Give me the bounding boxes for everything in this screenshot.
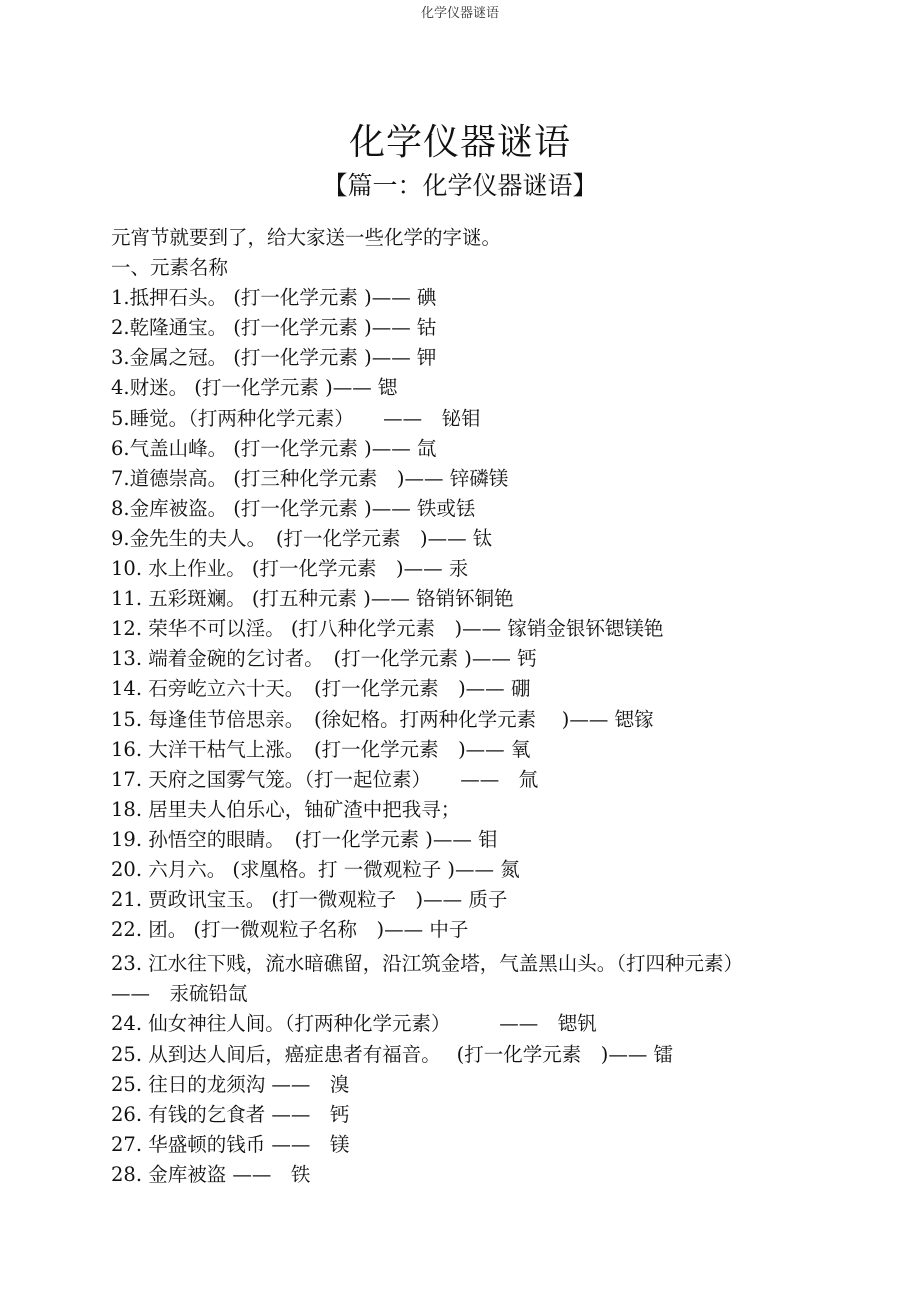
intro-paragraph: 元宵节就要到了，给大家送一些化学的字谜。	[111, 226, 502, 249]
riddle-item: 9.金先生的夫人。 (打一化学元素 )—— 钛	[111, 526, 493, 550]
riddle-item: 20. 六月六。 (求凰格。打 一微观粒子 )—— 氮	[111, 857, 520, 881]
riddle-item: 25. 往日的龙须沟 —— 溴	[111, 1072, 350, 1096]
riddle-item: 25. 从到达人间后，癌症患者有福音。 (打一化学元素 )—— 镭	[111, 1042, 674, 1066]
riddle-item: 11. 五彩斑斓。 (打五种元素 )—— 铬销钚铜铯	[111, 587, 514, 611]
riddle-item: 6.气盖山峰。 (打一化学元素 )—— 氙	[111, 436, 437, 460]
riddle-item: 19. 孙悟空的眼睛。 (打一化学元素 )—— 钼	[111, 827, 498, 851]
document-title: 化学仪器谜语	[348, 122, 571, 163]
riddle-item: 15. 每逢佳节倍思亲。 (徐妃格。打两种化学元素 )—— 锶镓	[111, 707, 654, 731]
riddle-item: 23. 江水往下贱，流水暗礁留，沿江筑金塔，气盖黑山头。（打四种元素） —— 汞硫铅氙	[111, 952, 753, 1006]
riddle-item: 5.睡觉。（打两种化学元素） —— 铋钼	[111, 406, 481, 430]
section-heading: 一、元素名称	[111, 256, 229, 280]
riddle-item: 14. 石旁屹立六十天。 (打一化学元素 )—— 硼	[111, 677, 531, 701]
riddle-item: 4.财迷。 (打一化学元素 )—— 锶	[111, 376, 398, 400]
riddle-item: 26. 有钱的乞食者 —— 钙	[111, 1102, 350, 1126]
running-header: 化学仪器谜语	[420, 6, 499, 21]
riddle-item: 1.抵押石头。 (打一化学元素 )—— 碘	[111, 286, 437, 310]
riddle-item: 21. 贾政讯宝玉。 (打一微观粒子 )—— 质子	[111, 888, 508, 912]
riddle-item: 8.金库被盗。 (打一化学元素 )—— 铁或铥	[111, 496, 476, 520]
riddle-item: 18. 居里夫人伯乐心，铀矿渣中把我寻；	[111, 797, 461, 821]
riddle-item: 22. 团。 (打一微观粒子名称 )—— 中子	[111, 918, 469, 942]
riddle-item: 24. 仙女神往人间。（打两种化学元素） —— 锶钒	[111, 1012, 597, 1036]
riddle-item: 12. 荣华不可以淫。 (打八种化学元素 )—— 镓销金银钚锶镁铯	[111, 617, 664, 641]
riddle-item: 27. 华盛顿的钱币 —— 镁	[111, 1132, 350, 1156]
riddle-item: 3.金属之冠。 (打一化学元素 )—— 钾	[111, 346, 437, 370]
riddle-item: 13. 端着金碗的乞讨者。 (打一化学元素 )—— 钙	[111, 647, 537, 671]
riddle-item: 10. 水上作业。 (打一化学元素 )—— 汞	[111, 557, 469, 581]
document-subtitle: 【篇一：化学仪器谜语】	[322, 171, 598, 200]
riddle-item: 2.乾隆通宝。 (打一化学元素 )—— 钴	[111, 316, 437, 340]
riddle-item: 16. 大洋干枯气上涨。 (打一化学元素 )—— 氧	[111, 737, 531, 761]
riddle-item: 7.道德崇高。 (打三种化学元素 )—— 锌磷镁	[111, 466, 509, 490]
document-body	[111, 223, 791, 1190]
riddle-item: 17. 天府之国雾气笼。（打一起位素） —— 氚	[111, 767, 539, 791]
riddle-item: 28. 金库被盗 —— 铁	[111, 1162, 311, 1186]
